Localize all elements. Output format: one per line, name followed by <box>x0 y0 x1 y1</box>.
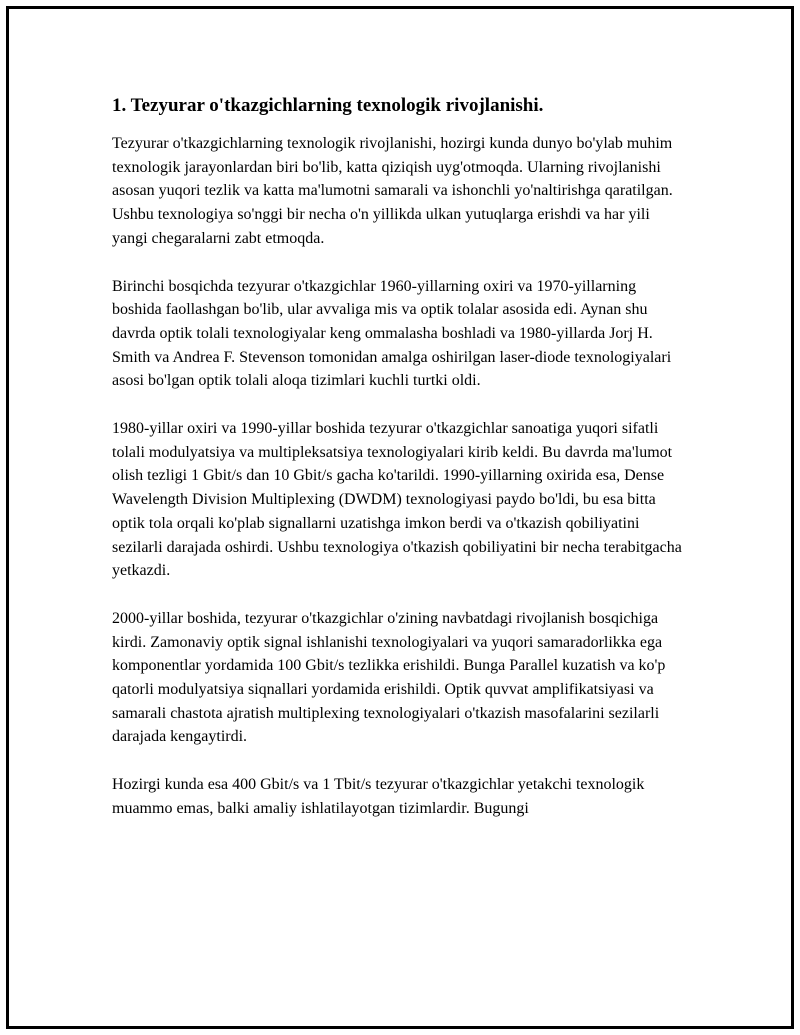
paragraph-5: Hozirgi kunda esa 400 Gbit/s va 1 Tbit/s tezyurar o'tkazgichlar yetakchi texnologik muammo emas, balki amaliy ishlatilayotgan tizimlardir. Bugungi <box>112 776 645 817</box>
paragraph-1: Tezyurar o'tkazgichlarning texnologik rivojlanishi, hozirgi kunda dunyo bo'ylab muhim texnologik jarayonlardan biri bo'lib, katta qiziqish uyg'otmoqda. Ularning rivojlanishi asosan yuqori tezlik va katta ma'lumotni samarali va ishonchli yo'naltirishga qaratilgan. Ushbu texnologiya so'nggi bir necha o'n yillikda ulkan yutuqlarga erishdi va har yili yangi chegaralarni zabt etmoqda. <box>112 135 673 247</box>
document-body <box>112 94 687 845</box>
document-title: 1. Tezyurar o'tkazgichlarning texnologik rivojlanishi. <box>112 95 544 116</box>
paragraph-4: 2000-yillar boshida, tezyurar o'tkazgichlar o'zining navbatdagi rivojlanish bosqichiga kirdi. Zamonaviy optik signal ishlanishi texnologiyalari va yuqori samaradorlikka ega komponentlar yordamida 100 Gbit/s tezlikka erishildi. Bunga Parallel kuzatish va ko'p qatorli modulyatsiya siqnallari yordamida erishildi. Optik quvvat amplifikatsiyasi va samarali chastota ajratish multiplexing texnologiyalari o'tkazish masofalarini sezilarli darajada kengaytirdi. <box>112 609 666 746</box>
paragraph-3: 1980-yillar oxiri va 1990-yillar boshida tezyurar o'tkazgichlar sanoatiga yuqori sifatli tolali modulyatsiya va multipleksatsiya texnologiyalari kirib keldi. Bu davrda ma'lumot olish tezligi 1 Gbit/s dan 10 Gbit/s gacha ko'tarildi. 1990-yillarning oxirida esa, Dense Wavelength Division Multiplexing (DWDM) texnologiyasi paydo bo'ldi, bu esa bitta optik tola orqali ko'plab signallarni uzatishga imkon berdi va o'tkazish qobiliyatini sezilarli darajada oshirdi. Ushbu texnologiya o'tkazish qobiliyatini bir necha terabitgacha yetkazdi. <box>112 420 682 580</box>
paragraph-2: Birinchi bosqichda tezyurar o'tkazgichlar 1960-yillarning oxiri va 1970-yillarning boshida faollashgan bo'lib, ular avvaliga mis va optik tolalar asosida edi. Aynan shu davrda optik tolali texnologiyalar keng ommalasha boshladi va 1980-yillarda Jorj H. Smith va Andrea F. Stevenson tomonidan amalga oshirilgan laser-diode texnologiyalari asosi bo'lgan optik tolali aloqa tizimlari kuchli turtki oldi. <box>112 277 672 390</box>
